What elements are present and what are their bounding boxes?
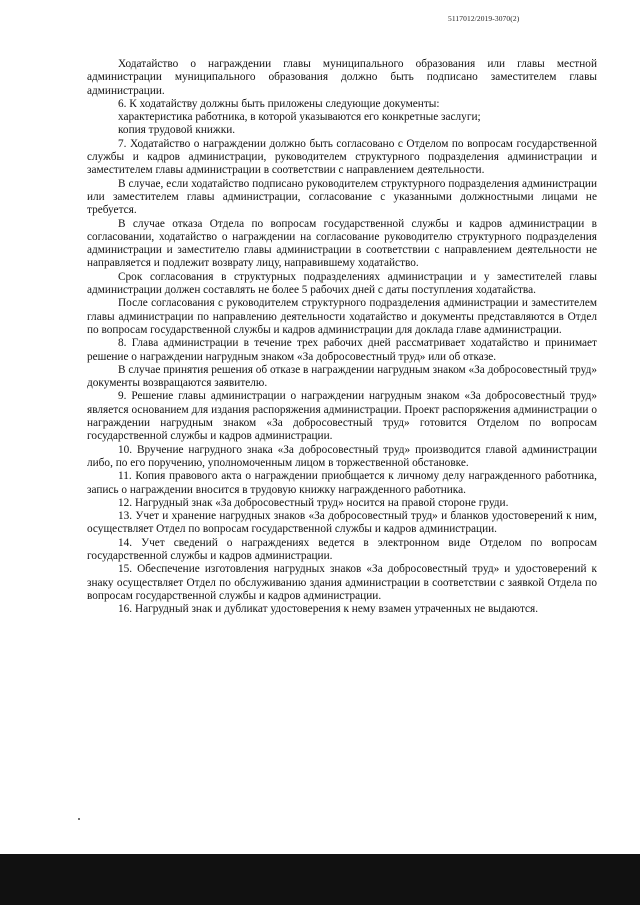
document-number: 5117012/2019-3070(2) xyxy=(448,14,520,23)
paragraph-15: 15. Обеспечение изготовления нагрудных знаков «За добросовестный труд» и удостоверений к знаку осуществляет Отдел по обслуживанию здания администрации в соответствии с заявкой Отдела по вопросам государственной службы и кадров администрации. xyxy=(87,563,597,602)
paragraph-13: 13. Учет и хранение нагрудных знаков «За добросовестный труд» и бланков удостоверений к ним, осуществляет Отдел по вопросам государственной службы и кадров администрации. xyxy=(87,510,597,536)
paragraph-7-deadline: Срок согласования в структурных подразделениях администрации и у заместителей главы администрации должен составлять не более 5 рабочих дней с даты поступления ходатайства. xyxy=(87,270,597,297)
paragraph-7-exception: В случае, если ходатайство подписано руководителем структурного подразделения администрации или заместителем главы администрации, согласование с указанными должностными лицами не требуется. xyxy=(87,177,597,217)
paragraph-head-signature: Ходатайство о награждении главы муниципального образования или главы местной администрации муниципального образования должно быть подписано заместителем главы администрации. xyxy=(87,58,597,97)
paragraph-7: 7. Ходатайство о награждении должно быть согласовано с Отделом по вопросам государственной службы и кадров администрации, руководителем структурного подразделения администрации и заместителем главы администрации в соответствии с направлением деятельности. xyxy=(87,137,597,177)
paragraph-16: 16. Нагрудный знак и дубликат удостоверения к нему взамен утраченных не выдаются. xyxy=(118,603,539,616)
paragraph-6: 6. К ходатайству должны быть приложены следующие документы: xyxy=(118,97,440,110)
paragraph-12: 12. Нагрудный знак «За добросовестный труд» носится на правой стороне груди. xyxy=(118,496,509,509)
paragraph-8-refusal: В случае принятия решения об отказе в награждении нагрудным знаком «За добросовестный труд» документы возвращаются заявителю. xyxy=(87,363,597,390)
paragraph-11: 11. Копия правового акта о награждении приобщается к личному делу награжденного работника, запись о награждении вносится в трудовую книжку награжденного работника. xyxy=(87,470,597,496)
paragraph-7-after-approval: После согласования с руководителем структурного подразделения администрации и заместителем главы администрации по направлению деятельности ходатайство и документы представляются в Отдел по вопросам государственной службы и кадров администрации для доклада главе администрации. xyxy=(87,297,597,336)
document-body xyxy=(87,58,597,616)
paragraph-6-item-workbook: копия трудовой книжки. xyxy=(118,124,236,137)
paragraph-6-item-characteristic: характеристика работника, в которой указываются его конкретные заслуги; xyxy=(118,111,481,124)
paragraph-10: 10. Вручение нагрудного знака «За добросовестный труд» производится главой администрации либо, по его поручению, уполномоченным лицом в торжественной обстановке. xyxy=(87,443,597,469)
paragraph-8: 8. Глава администрации в течение трех рабочих дней рассматривает ходатайство и принимает решение о награждении нагрудным знаком «За добросовестный труд» или об отказе. xyxy=(87,337,597,363)
paragraph-9: 9. Решение главы администрации о награждении нагрудным знаком «За добросовестный труд» является основанием для издания распоряжения администрации. Проект распоряжения администрации о награждении нагрудным знаком «За добросовестный труд» готовится Отделом по вопросам государственной службы и кадров администрации. xyxy=(87,390,597,443)
paragraph-14: 14. Учет сведений о награждениях ведется в электронном виде Отделом по вопросам государственной службы и кадров администрации. xyxy=(87,536,597,562)
scan-bottom-border xyxy=(0,854,640,905)
scan-speck xyxy=(78,818,80,820)
paragraph-7-refusal: В случае отказа Отдела по вопросам государственной службы и кадров администрации в согласовании, ходатайство о награждении на согласование руководителю структурного подразделения администрации и заместителю главы администрации в соответствии с направлением деятельности не направляется и подлежит возврату лицу, направившему ходатайство. xyxy=(87,217,597,270)
